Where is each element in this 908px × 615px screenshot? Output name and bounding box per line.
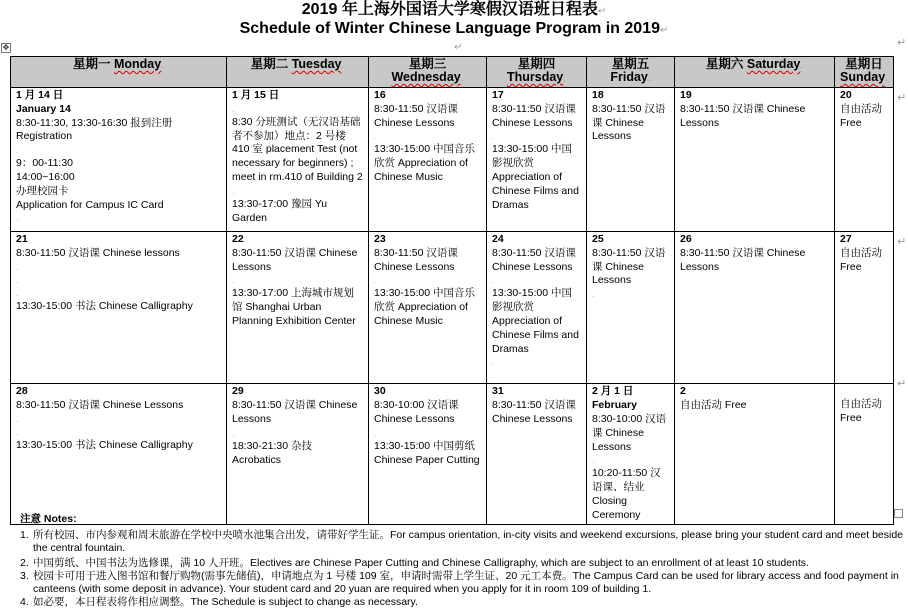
empty-paragraph: .	[592, 290, 595, 300]
event-text: 18:30-21:30 杂技	[232, 439, 312, 452]
empty-paragraph: .	[374, 428, 377, 438]
column-header-en: Sunday	[840, 70, 886, 84]
day-label: 18	[592, 89, 604, 101]
event-text: 13:30-15:00 书法 Chinese Calligraphy	[16, 438, 193, 451]
event-text: 8:30-10:00 汉语课 Chinese Lessons	[592, 412, 667, 453]
empty-paragraph: .	[16, 214, 19, 224]
column-header-en: Tuesday	[291, 57, 342, 71]
column-header-saturday: 星期六 Saturday.	[675, 57, 835, 88]
column-header-wednesday: 星期三 Wednesday.	[369, 57, 487, 88]
column-header-cn: 星期三	[408, 57, 447, 71]
event-text: 8:30-11:50 汉语课 Chinese Lessons	[374, 246, 458, 273]
event-text: 10:20-11:50 汉语课、结业 Closing Ceremony	[592, 467, 661, 521]
empty-paragraph: .	[374, 276, 377, 286]
column-header-tuesday: 星期二 Tuesday.	[227, 57, 369, 88]
day-label: 27	[840, 233, 852, 245]
notes-heading: 注意 Notes:	[20, 513, 77, 525]
event-text: Application for Campus IC Card	[16, 198, 164, 211]
calendar-day-cell[interactable]	[835, 232, 894, 384]
day-label: 31	[492, 385, 504, 398]
day-label-english: February	[592, 399, 637, 412]
event-text: 13:30-15:00 中国影视欣赏 Appreciation of Chinese Films and Dramas	[492, 287, 579, 355]
note-number: 3.	[20, 570, 29, 582]
event-text: 8:30-11:50 汉语课 Chinese Lessons	[16, 399, 184, 412]
event-text: 13:30-17:00 豫园 Yu Garden	[232, 197, 328, 224]
event-text: 8:30-11:50 汉语课 Chinese lessons	[16, 246, 180, 259]
paragraph-mark-icon: ↵	[897, 37, 907, 49]
event-text: 8:30-11:50 汉语课 Chinese Lessons	[232, 246, 358, 273]
empty-paragraph: .	[592, 456, 595, 466]
column-header-cn: 星期四	[517, 57, 556, 71]
calendar-day-cell[interactable]	[11, 232, 227, 384]
note-item	[20, 596, 905, 609]
column-header-cn: 星期六	[705, 57, 744, 71]
event-text: 自由活动 Free	[840, 246, 882, 273]
calendar-day-cell[interactable]	[675, 232, 835, 384]
table-row	[11, 88, 894, 232]
event-text: 8:30-11:50 汉语课 Chinese Lessons	[232, 399, 358, 425]
event-text: 9：00-11:30	[16, 157, 74, 170]
event-text: 13:30-17:00 上海城市规划馆 Shanghai Urban Planning Exhibition Center	[232, 287, 356, 327]
row-end-mark-icon: ↵	[897, 236, 907, 248]
event-text: 自由活动 Free	[680, 399, 747, 412]
row-end-mark-icon: ↵	[897, 92, 907, 104]
event-text: 8:30-11:50 汉语课 Chinese Lessons	[492, 246, 576, 273]
row-end-mark-icon: ↵	[897, 378, 907, 390]
calendar-day-cell[interactable]	[587, 384, 675, 524]
calendar-day-cell[interactable]	[835, 88, 894, 232]
column-header-cn: 星期五	[611, 57, 650, 71]
column-header-en: Friday	[610, 70, 648, 84]
empty-paragraph: .	[840, 387, 843, 397]
calendar-day-cell[interactable]	[369, 384, 487, 524]
event-text: 8:30-11:50 汉语课 Chinese Lessons	[680, 246, 806, 273]
note-text: 如必要，本日程表将作相应调整。The Schedule is subject to change as necessary.	[33, 596, 418, 608]
notes-section	[20, 513, 905, 609]
note-number: 4.	[20, 596, 29, 608]
column-header-cn: 星期日	[845, 57, 883, 71]
empty-paragraph: .	[16, 427, 19, 437]
event-text: 8:30-11:50 汉语课 Chinese Lessons	[492, 399, 576, 425]
event-text: Registration	[16, 130, 73, 143]
note-number: 1.	[20, 529, 29, 541]
document-title-english: Schedule of Winter Chinese Language Program in 2019↵	[239, 20, 669, 37]
day-label: 16	[374, 89, 386, 101]
calendar-day-cell[interactable]	[11, 384, 227, 524]
calendar-day-cell[interactable]	[227, 88, 369, 232]
event-text: 13:30-15:00 中国剪纸 Chinese Paper Cutting	[374, 439, 480, 466]
event-text: 13:30-15:00 书法 Chinese Calligraphy	[16, 299, 193, 312]
column-header-monday: 星期一 Monday.	[11, 57, 227, 88]
event-text: 8:30-11:50 汉语课 Chinese Lessons	[592, 102, 666, 143]
column-header-en: Monday	[113, 57, 162, 71]
calendar-day-cell[interactable]	[369, 88, 487, 232]
column-header-en: Saturday	[746, 57, 801, 71]
calendar-day-cell[interactable]	[675, 384, 835, 524]
event-text: 13:30-15:00 中国音乐欣赏 Appreciation of Chinese Music	[374, 143, 475, 183]
column-header-thursday: 星期四 Thursday.	[487, 57, 587, 88]
day-label: 30	[374, 385, 386, 398]
day-label: 22	[232, 233, 244, 245]
day-label-english: January 14	[16, 102, 71, 115]
event-text: 8:30-11:50 汉语课 Chinese Lessons	[592, 246, 666, 287]
empty-paragraph: .	[16, 146, 19, 156]
column-header-cn: 星期二	[250, 57, 289, 71]
event-text: 8:30-11:50 汉语课 Chinese Lessons	[374, 102, 458, 129]
table-row	[11, 232, 894, 384]
calendar-day-cell[interactable]	[227, 384, 369, 524]
event-text: 13:30-15:00 中国影视欣赏 Appreciation of Chinese Films and Dramas	[492, 143, 579, 211]
note-text: 校园卡可用于进入图书馆和餐厅购物(需事先储值)，申请地点为 1 号楼 109 室，申请时需带上学生证、20 元工本费。The Campus Card can be used for library access and food payment in canteens (with some deposit in advance). Your student card and 20 yuan are required when you apply for it in room 109 of building 1.	[33, 570, 899, 595]
table-header-row	[11, 57, 894, 88]
calendar-day-cell[interactable]	[587, 232, 675, 384]
event-text: 自由活动 Free	[840, 102, 882, 129]
note-item	[20, 557, 905, 570]
column-header-cn: 星期一	[72, 57, 111, 71]
day-label: 24	[492, 233, 504, 245]
table-move-handle-icon[interactable]: ✥	[2, 43, 10, 52]
event-text: Acrobatics	[232, 453, 282, 466]
event-text: 8:30-11:50 汉语课 Chinese Lessons	[492, 102, 576, 129]
empty-paragraph: .	[16, 414, 19, 424]
calendar-day-cell[interactable]	[487, 88, 587, 232]
day-label: 28	[16, 385, 28, 398]
day-label: 2	[680, 385, 686, 398]
event-text: 8:30-11:30, 13:30-16:30 报到注册	[16, 116, 173, 129]
event-text: 自由活动 Free	[840, 398, 882, 425]
empty-paragraph: .	[16, 275, 19, 285]
day-label: 19	[680, 89, 692, 101]
table-row	[11, 384, 894, 524]
calendar-day-cell[interactable]	[227, 232, 369, 384]
note-number: 2.	[20, 557, 29, 569]
note-text: 中国剪纸、中国书法为选修课，满 10 人开班。Electives are Chinese Paper Cutting and Chinese Calligraphy, which are subject to an enrollment of at least 10 students.	[33, 557, 809, 569]
empty-paragraph: .	[492, 276, 495, 286]
note-item	[20, 570, 905, 596]
paragraph-mark-icon: ↵	[454, 42, 463, 53]
empty-paragraph: .	[232, 276, 235, 286]
event-text: 8:30-11:50 汉语课 Chinese Lessons	[680, 102, 806, 129]
day-label: 17	[492, 89, 504, 101]
empty-paragraph: .	[16, 262, 19, 272]
empty-paragraph: .	[232, 186, 235, 196]
schedule-table	[10, 56, 894, 525]
column-header-sunday: 星期日 Sunday.	[835, 57, 894, 88]
empty-paragraph: .	[492, 371, 495, 381]
column-header-en: Thursday	[506, 70, 564, 84]
event-text: 14:00~16:00	[16, 170, 75, 183]
event-text: 13:30-15:00 中国音乐欣赏 Appreciation of Chinese Music	[374, 287, 475, 327]
day-label: 23	[374, 233, 386, 245]
note-item	[20, 529, 905, 555]
empty-paragraph: .	[374, 132, 377, 142]
calendar-day-cell[interactable]	[11, 88, 227, 232]
calendar-day-cell[interactable]	[835, 384, 894, 524]
calendar-day-cell[interactable]	[369, 232, 487, 384]
calendar-day-cell[interactable]	[587, 88, 675, 232]
day-label: 25	[592, 233, 604, 245]
event-text: 8:30-10:00 汉语课 Chinese Lessons	[374, 399, 459, 425]
empty-paragraph: .	[492, 358, 495, 368]
day-label: 1 月 14 日	[16, 89, 64, 101]
day-label: 2 月 1 日	[592, 385, 634, 398]
empty-paragraph: .	[16, 288, 19, 298]
event-text: 办理校园卡	[16, 184, 69, 197]
event-text: 8:30 分班测试（无汉语基础者不参加）地点：2 号楼 410 室 placement Test (not necessary for beginners) ; meet in rm.410 of Building 2	[232, 115, 363, 183]
day-label: 1 月 15 日	[232, 89, 280, 101]
calendar-day-cell[interactable]	[487, 384, 587, 524]
calendar-day-cell[interactable]	[487, 232, 587, 384]
column-header-friday: 星期五 Friday.	[587, 57, 675, 88]
empty-paragraph: .	[232, 428, 235, 438]
empty-paragraph: .	[492, 132, 495, 142]
day-label: 29	[232, 385, 244, 398]
note-text: 所有校园、市内参观和周末旅游在学校中央喷水池集合出发，请带好学生证。For campus orientation, in-city visits and weekend excursions, please bring your student card and meet beside the central fountain.	[33, 529, 904, 554]
column-header-en: Wednesday	[391, 70, 461, 84]
document-title-chinese: 2019 年上海外国语大学寒假汉语班日程表↵	[301, 1, 607, 18]
day-label: 21	[16, 233, 28, 245]
day-label: 26	[680, 233, 692, 245]
empty-paragraph: .	[232, 104, 235, 114]
calendar-day-cell[interactable]	[675, 88, 835, 232]
day-label: 20	[840, 89, 852, 101]
